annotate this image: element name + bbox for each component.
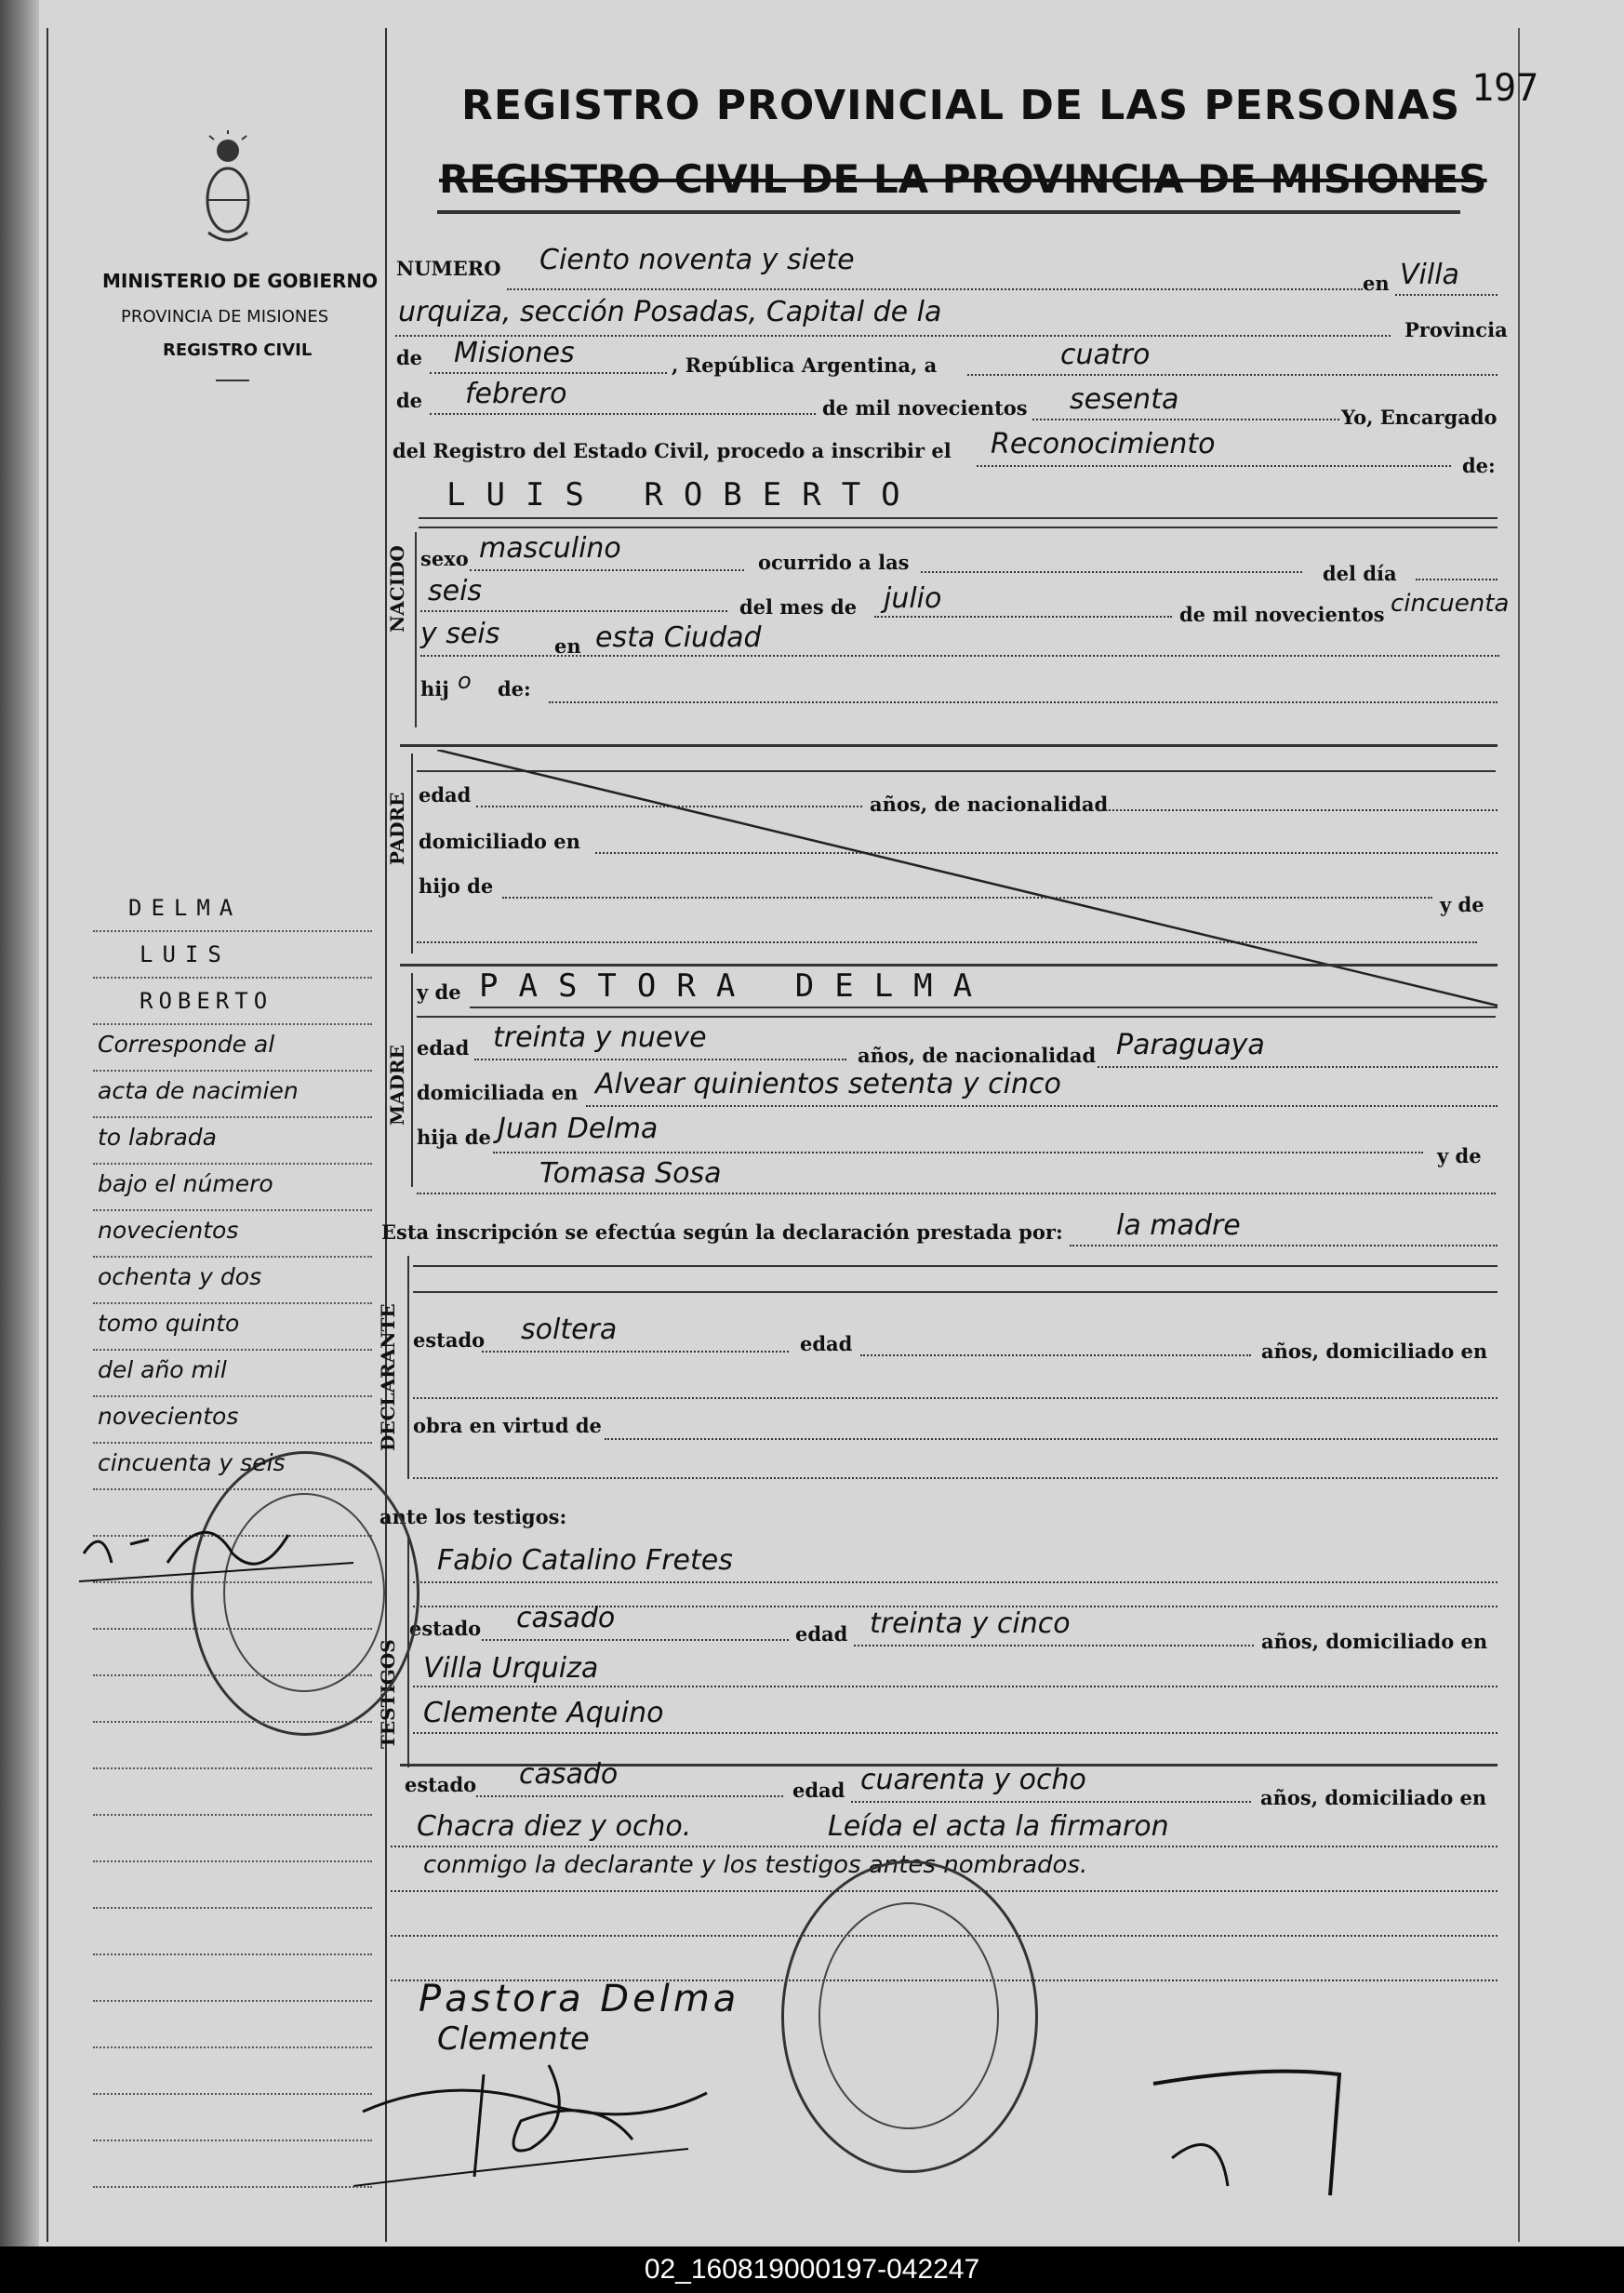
margin-note-line: ochenta y dos [98,1263,262,1290]
hijo-de-label: de: [498,677,531,700]
padre-hijo-label: hijo de [419,874,494,898]
sexo-value: masculino [479,532,621,565]
image-caption: 02_160819000197-042247 [0,2246,1624,2293]
field-line [605,1438,1498,1440]
margin-ruled-line [93,1767,372,1769]
testigo2-nombre: Clemente Aquino [423,1697,664,1729]
nacido-dia-value: seis [428,575,483,607]
testigo2-estado-value: casado [519,1758,619,1791]
letterhead-dash [216,380,249,381]
anio-value: sesenta [1070,383,1179,416]
section-nacido-label: NACIDO [386,545,408,633]
madre-edad-value: treinta y nueve [493,1021,707,1054]
declarante-estado-label: estado [413,1328,486,1352]
madre-y-de-2-label: y de [1437,1144,1482,1167]
margin-ruled-line [93,930,372,932]
registro-label: del Registro del Estado Civil, procedo a inscribir el [393,439,952,462]
inscribed-name: LUIS ROBERTO [446,476,921,513]
coat-of-arms-icon [195,130,260,251]
province-label: PROVINCIA DE MISIONES [121,307,329,327]
page-number: 197 [1471,67,1539,110]
field-line [586,1105,1498,1107]
de-label-2: de [396,389,423,412]
margin-ruled-line [93,2000,372,2002]
sexo-label: sexo [420,547,469,570]
margin-ruled-line [93,1674,372,1676]
testigo1-estado-label: estado [409,1617,482,1640]
margin-signature [74,1488,372,1600]
padre-edad-label: edad [419,783,472,807]
section-rule [400,744,1498,747]
testigos-ante-label: ante los testigos: [379,1505,567,1528]
declarante-estado-value: soltera [521,1313,618,1346]
margin-ruled-line [93,2186,372,2188]
field-line [419,527,1498,528]
section-bracket [415,532,417,727]
en-label: en [1363,272,1390,295]
en-value-1: Villa [1400,259,1459,291]
madre-dom-label: domiciliada en [417,1081,579,1104]
field-line [1070,1245,1498,1246]
field-line [420,655,1499,657]
margin-ruled-line [93,1814,372,1816]
madre-nac-label: años, de nacionalidad [858,1044,1097,1067]
right-edge-line [1518,28,1520,2242]
mes-value: febrero [465,378,567,410]
firma-testigo: Clemente [437,2020,590,2058]
inscripcion-label: Esta inscripción se efectúa según la declaración prestada por: [381,1220,1063,1244]
numero-label: NUMERO [396,257,501,280]
title-underline [437,210,1460,214]
margin-ruled-line [93,1302,372,1304]
declarante-dom-label: años, domiciliado en [1261,1340,1488,1363]
field-line [470,569,744,571]
section-rule [400,964,1498,967]
margin-ruled-line [93,1953,372,1955]
official-stamp-right-inner [819,1902,999,2129]
margin-note-line: bajo el número [98,1170,273,1197]
testigo2-estado-label: estado [405,1773,477,1796]
padre-dom-label: domiciliado en [419,830,580,853]
section-madre-label: MADRE [386,1045,408,1126]
nacido-anio-value: cincuenta [1391,590,1510,618]
margin-ruled-line [93,1023,372,1025]
madre-padre-value: Juan Delma [498,1113,659,1145]
field-line [482,1351,789,1353]
field-line [921,571,1302,573]
margin-ruled-line [93,1349,372,1351]
margin-ruled-line [93,1395,372,1397]
field-line [549,701,1498,703]
mil-label: de mil novecientos [822,396,1028,420]
field-line [482,1639,789,1641]
testigo1-edad-value: treinta y cinco [870,1607,1071,1640]
declarante-edad-label: edad [800,1332,853,1355]
field-line [493,1152,1423,1153]
testigo1-nombre: Fabio Catalino Fretes [437,1544,733,1577]
field-line [476,1795,783,1797]
margin-note-line: del año mil [98,1356,227,1383]
margin-note-line: ROBERTO [140,988,273,1014]
padre-nac-label: años, de nacionalidad [870,793,1109,816]
page-title: REGISTRO PROVINCIAL DE LAS PERSONAS [461,82,1461,129]
section-padre-label: PADRE [386,792,408,865]
madre-hija-label: hija de [417,1126,491,1149]
nacido-lugar-value: esta Ciudad [595,621,762,654]
margin-ruled-line [93,1256,372,1258]
testigo1-dom-label: años, domiciliado en [1261,1630,1488,1653]
section-testigos-label: TESTIGOS [377,1639,399,1749]
field-line [413,1686,1498,1687]
margin-note-line: LUIS [140,941,231,967]
margin-ruled-line [93,2140,372,2141]
field-line [1416,579,1498,580]
margin-ruled-line [93,1116,372,1118]
de-colon-label: de: [1462,454,1496,477]
republica-label: , República Argentina, a [672,353,938,377]
de-label: de [396,346,423,369]
margin-ruled-line [93,1163,372,1165]
office-label: REGISTRO CIVIL [163,340,313,360]
margin-ruled-line [93,1628,372,1630]
mil-label-2: de mil novecientos [1179,603,1385,626]
margin-ruled-line [93,977,372,979]
field-line [430,372,667,374]
field-line [413,1265,1498,1267]
margin-ruled-line [93,1070,372,1072]
mes-label: del mes de [739,595,858,619]
field-line [474,1059,846,1060]
field-line [1032,419,1339,420]
binding-gutter [0,0,39,2246]
numero-value: Ciento noventa y siete [539,244,855,276]
testigo2-edad-label: edad [792,1779,845,1802]
dia-value: cuatro [1060,339,1151,371]
field-line [874,616,1172,618]
struck-title: REGISTRO CIVIL DE LA PROVINCIA DE MISIONES [439,156,1487,202]
inscripcion-value: la madre [1116,1209,1241,1242]
field-line [413,1732,1498,1734]
field-line [420,610,727,612]
field-line [854,1645,1254,1646]
cierre-line-1: Leída el acta la firmaron [828,1810,1169,1843]
madre-dom-value: Alvear quinientos setenta y cinco [595,1068,1061,1100]
field-line [413,1291,1498,1293]
field-line [470,1007,1498,1008]
section-bracket [411,973,413,1187]
margin-ruled-line [93,1442,372,1444]
testigo2-dom-label: años, domiciliado en [1260,1786,1487,1809]
provincia-label: Provincia [1404,318,1508,341]
yo-label: Yo, Encargado [1341,406,1498,429]
en-label-2: en [554,634,581,658]
margin-ruled-line [93,2093,372,2095]
testigo1-dom-value: Villa Urquiza [423,1652,599,1685]
section-bracket [411,753,413,953]
acto-value: Reconocimiento [991,428,1216,460]
field-line [413,1397,1498,1399]
field-line [977,465,1451,467]
declarante-obra-label: obra en virtud de [413,1414,602,1437]
margin-ruled-line [93,2046,372,2048]
field-line [967,374,1498,376]
hijo-suffix: o [458,668,472,694]
margin-divider-line [385,28,387,2242]
testigo1-edad-label: edad [795,1622,848,1646]
ocurrido-label: ocurrido a las [758,551,910,574]
field-line [1395,294,1498,296]
margin-ruled-line [93,1721,372,1723]
madre-nac-value: Paraguaya [1116,1029,1265,1061]
field-line [413,1477,1498,1479]
field-line [860,1354,1251,1356]
margin-note-line: novecientos [98,1217,239,1244]
madre-edad-label: edad [417,1036,470,1060]
testigo1-estado-value: casado [516,1602,616,1634]
section-bracket [407,1256,409,1479]
margin-note-line: to labrada [98,1124,217,1151]
margin-note-line: DELMA [128,895,243,921]
section-declarante-label: DECLARANTE [377,1303,399,1451]
en-value-2: urquiza, sección Posadas, Capital de la [398,296,942,328]
field-line [1098,1066,1498,1068]
del-dia-label: del día [1323,562,1397,585]
nacido-mes-value: julio [884,582,942,615]
field-line [419,517,1498,519]
margin-note-line: Corresponde al [98,1031,275,1058]
margin-note-line: novecientos [98,1403,239,1430]
field-line [507,288,1363,290]
margin-note-line: acta de nacimien [98,1077,299,1104]
testigo2-dom-value: Chacra diez y ocho. [417,1810,692,1843]
margin-ruled-line [93,1860,372,1862]
cierre-line-2: conmigo la declarante y los testigos antes nombrados. [423,1851,1088,1879]
field-line [430,413,816,415]
field-line [391,1846,1498,1847]
madre-y-de-label: y de [417,980,461,1004]
madre-madre-value: Tomasa Sosa [539,1157,722,1190]
field-line [417,1016,1496,1018]
margin-note-line: cincuenta y seis [98,1449,286,1476]
nacido-anio-cont: y seis [420,618,500,650]
margin-ruled-line [93,1209,372,1211]
provincia-value: Misiones [454,337,575,369]
left-margin-line [47,28,48,2242]
field-line [851,1801,1251,1803]
margin-ruled-line [93,1907,372,1909]
hijo-label: hij [420,677,449,700]
margin-note-line: tomo quinto [98,1310,240,1337]
madre-nombre-value: PASTORA DELMA [479,967,993,1005]
field-line [413,1581,1498,1583]
field-line [417,1193,1496,1194]
testigo2-edad-value: cuarenta y ocho [860,1764,1086,1796]
padre-y-de-label: y de [1440,893,1484,916]
ministry-label: MINISTERIO DE GOBIERNO [102,270,379,292]
firma-declarante: Pastora Delma [419,1978,740,2020]
